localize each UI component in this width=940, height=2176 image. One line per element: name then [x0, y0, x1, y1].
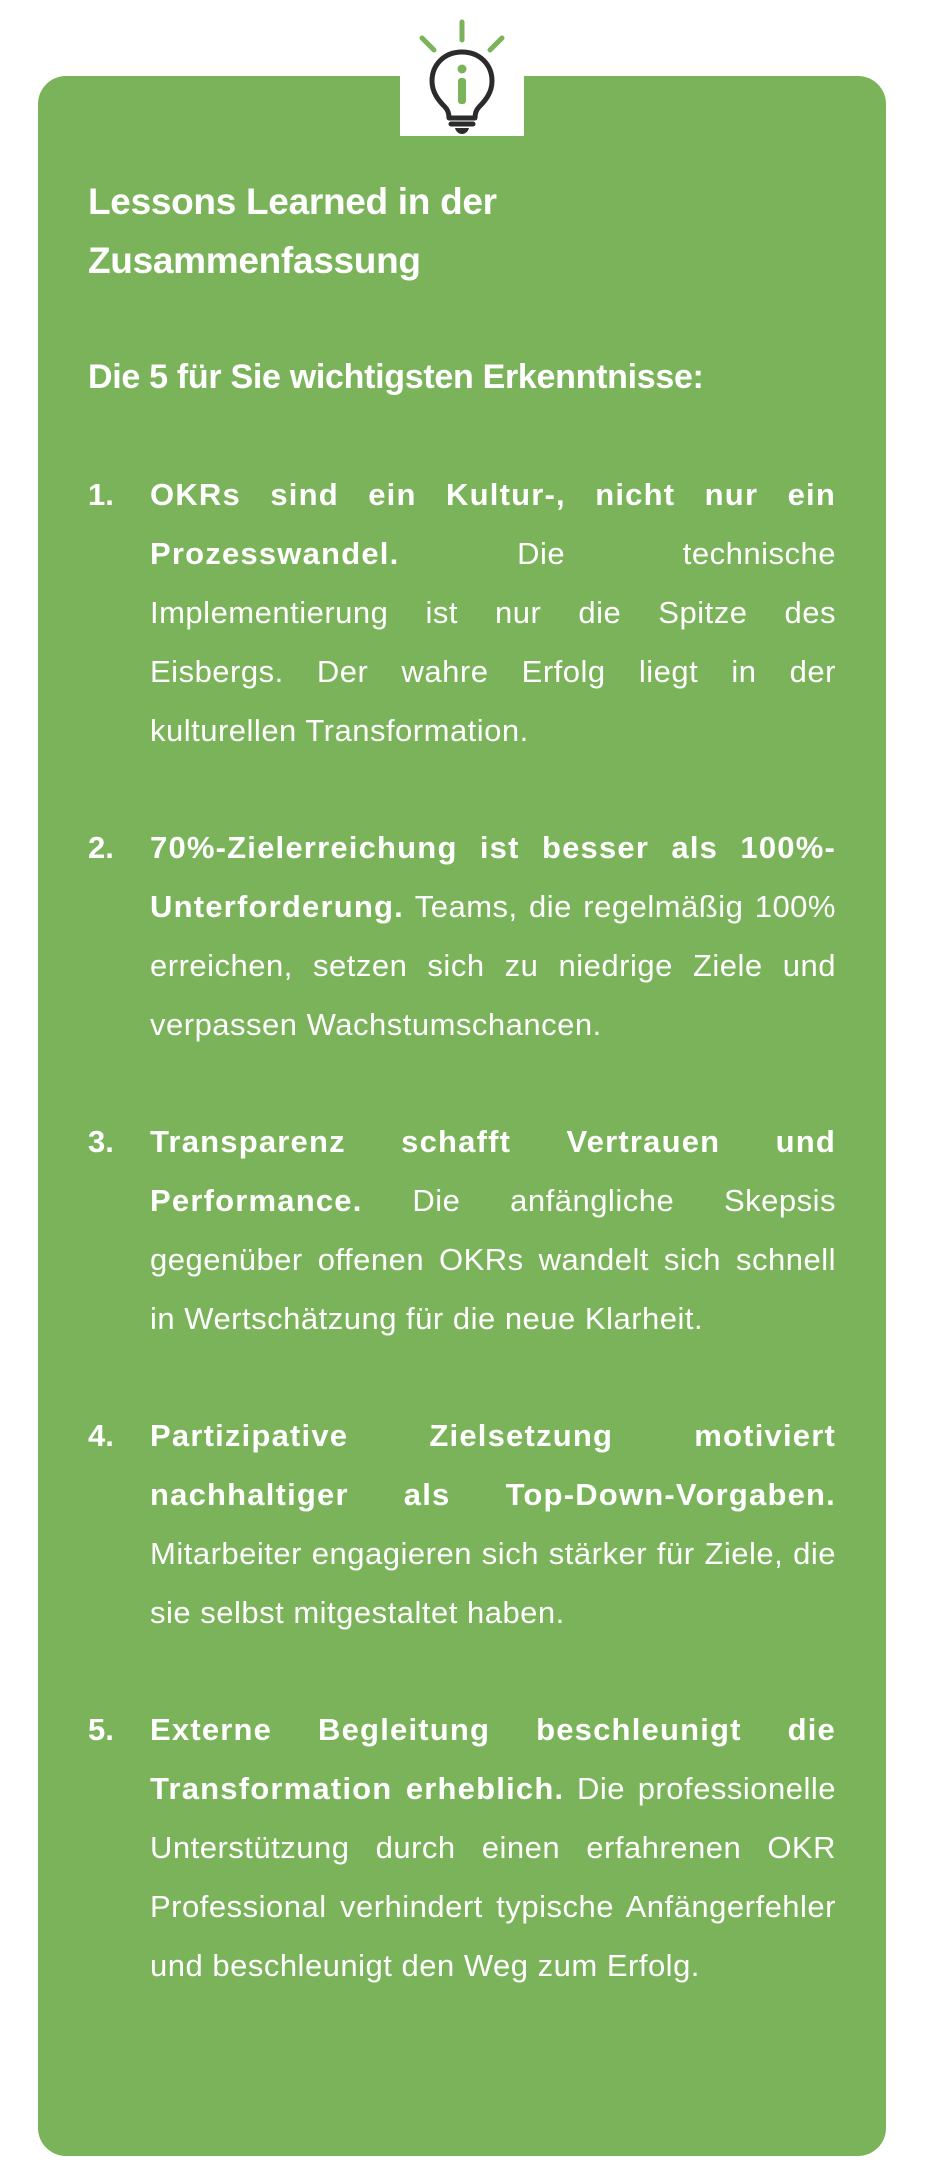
- list-item-number: 5.: [88, 1712, 114, 1747]
- list-item: [88, 1406, 836, 1642]
- list-item: [88, 465, 836, 760]
- list-item-text: [150, 1406, 836, 1642]
- list-item-number: 1.: [88, 477, 114, 512]
- card-subtitle: Die 5 für Sie wichtigsten Erkenntnisse:: [88, 358, 704, 396]
- list-item-body: Mitarbeiter engagieren sich stärker für Ziele, die sie selbst mitgestaltet haben.: [150, 1536, 836, 1630]
- list-item-body: Teams, die regelmäßig 100% erreichen, setzen sich zu niedrige Ziele und verpassen Wachstumschancen.: [150, 889, 836, 1042]
- list-item: [88, 1112, 836, 1348]
- list-item-heading: Externe Begleitung beschleunigt die Transformation erheblich.: [150, 1712, 836, 1806]
- list-item-body: Die anfängliche Skepsis gegenüber offenen OKRs wandelt sich schnell in Wertschätzung für die neue Klarheit.: [150, 1183, 836, 1336]
- lightbulb-info-icon: [400, 14, 524, 136]
- list-item-number: 4.: [88, 1418, 114, 1453]
- list-item-number: 3.: [88, 1124, 114, 1159]
- list-item-heading: Partizipative Zielsetzung motiviert nachhaltiger als Top-Down-Vorgaben.: [150, 1418, 836, 1512]
- list-item-text: [150, 1700, 836, 1995]
- lessons-list: [88, 465, 836, 1995]
- list-item-body: Die professionelle Unterstützung durch einen erfahrenen OKR Professional verhindert typische Anfängerfehler und beschleunigt den Weg zum Erfolg.: [150, 1771, 836, 1983]
- card-title: Lessons Learned in der Zusammenfassung: [88, 181, 497, 281]
- list-item-text: [150, 1112, 836, 1348]
- list-item-number: 2.: [88, 830, 114, 865]
- list-item: [88, 1700, 836, 1995]
- list-item: [88, 818, 836, 1054]
- list-item-text: [150, 818, 836, 1054]
- list-item-heading: Transparenz schafft Vertrauen und Performance.: [150, 1124, 836, 1218]
- list-item-heading: OKRs sind ein Kultur-, nicht nur ein Prozesswandel.: [150, 477, 836, 571]
- list-item-body: Die technische Implementierung ist nur die Spitze des Eisbergs. Der wahre Erfolg liegt in der kulturellen Transformation.: [150, 536, 836, 748]
- list-item-text: [150, 465, 836, 760]
- list-item-heading: 70%-Zielerreichung ist besser als 100%-Unterforderung.: [150, 830, 836, 924]
- lessons-learned-card: [38, 76, 886, 2156]
